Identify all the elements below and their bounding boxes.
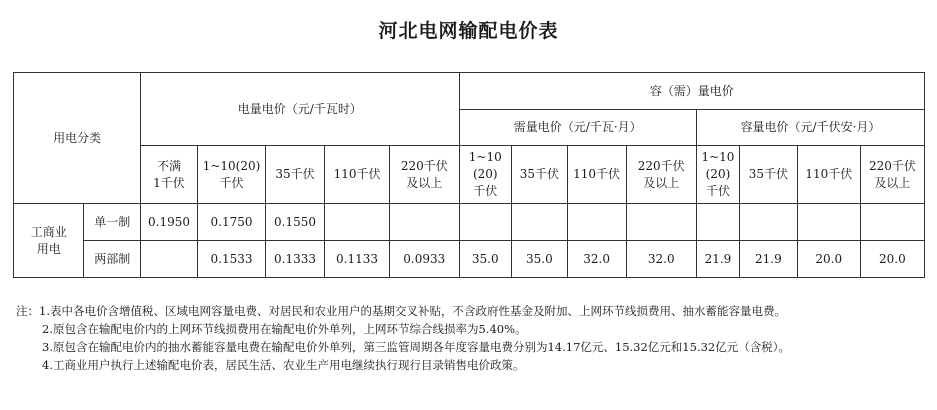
tariff-table xyxy=(13,72,925,278)
demand-price-header: 需量电价（元/千瓦·月） xyxy=(459,110,696,146)
table-cell: 0.1750 xyxy=(197,204,265,241)
table-cell xyxy=(459,204,512,241)
table-cell: 0.1550 xyxy=(266,204,325,241)
energy-col-header: 1~10(20) 千伏 xyxy=(197,146,265,204)
table-cell xyxy=(567,204,626,241)
table-cell: 21.9 xyxy=(739,241,797,278)
category-header: 用电分类 xyxy=(14,73,141,204)
table-cell: 0.1133 xyxy=(324,241,389,278)
table-cell xyxy=(324,204,389,241)
demand-col-header: 110千伏 xyxy=(567,146,626,204)
group-label: 工商业 用电 xyxy=(14,204,84,278)
capacity-col-header: 1~10 (20) 千伏 xyxy=(696,146,739,204)
table-cell: 35.0 xyxy=(459,241,512,278)
energy-col-header: 110千伏 xyxy=(324,146,389,204)
note-3: 3.原包含在输配电价内的抽水蓄能容量电费在输配电价外单列，第三监管周期各年度容量电费分别为14.17亿元、15.32亿元和15.32亿元（含税）。 xyxy=(42,340,790,354)
capacity-col-header: 110千伏 xyxy=(797,146,860,204)
capacity-price-header: 容（需）量电价 xyxy=(459,73,925,110)
table-cell xyxy=(739,204,797,241)
notes xyxy=(16,302,921,374)
energy-price-header: 电量电价（元/千瓦时） xyxy=(141,73,459,146)
demand-col-header: 220千伏 及以上 xyxy=(626,146,696,204)
table-cell xyxy=(797,204,860,241)
table-cell: 21.9 xyxy=(696,241,739,278)
table-cell: 0.1333 xyxy=(266,241,325,278)
table-row xyxy=(14,204,925,241)
table-cell xyxy=(696,204,739,241)
demand-col-header: 1~10 (20) 千伏 xyxy=(459,146,512,204)
table-cell: 0.0933 xyxy=(390,241,459,278)
capacity-kva-header: 容量电价（元/千伏安·月） xyxy=(696,110,924,146)
table-cell xyxy=(860,204,924,241)
table-cell: 0.1533 xyxy=(197,241,265,278)
capacity-col-header: 220千伏 及以上 xyxy=(860,146,924,204)
table-cell: 20.0 xyxy=(797,241,860,278)
table-row xyxy=(14,241,925,278)
row-label: 两部制 xyxy=(84,241,141,278)
table-cell: 32.0 xyxy=(567,241,626,278)
table-cell xyxy=(626,204,696,241)
table-cell xyxy=(512,204,568,241)
table-cell: 20.0 xyxy=(860,241,924,278)
demand-col-header: 35千伏 xyxy=(512,146,568,204)
energy-col-header: 不满 1千伏 xyxy=(141,146,198,204)
note-1: 注：1.表中各电价含增值税、区域电网容量电费、对居民和农业用户的基期交叉补贴，不含政府性基金及附加、上网环节线损费用、抽水蓄能容量电费。 xyxy=(16,304,786,318)
table-cell: 0.1950 xyxy=(141,204,198,241)
energy-col-header: 220千伏 及以上 xyxy=(390,146,459,204)
table-cell: 32.0 xyxy=(626,241,696,278)
note-4: 4.工商业用户执行上述输配电价表，居民生活、农业生产用电继续执行现行目录销售电价政策。 xyxy=(42,358,525,372)
table-cell xyxy=(390,204,459,241)
table-cell: 35.0 xyxy=(512,241,568,278)
table-cell xyxy=(141,241,198,278)
page-title: 河北电网输配电价表 xyxy=(378,20,559,42)
energy-col-header: 35千伏 xyxy=(266,146,325,204)
capacity-col-header: 35千伏 xyxy=(739,146,797,204)
row-label: 单一制 xyxy=(84,204,141,241)
note-2: 2.原包含在输配电价内的上网环节线损费用在输配电价外单列，上网环节综合线损率为5.40%。 xyxy=(42,322,527,336)
